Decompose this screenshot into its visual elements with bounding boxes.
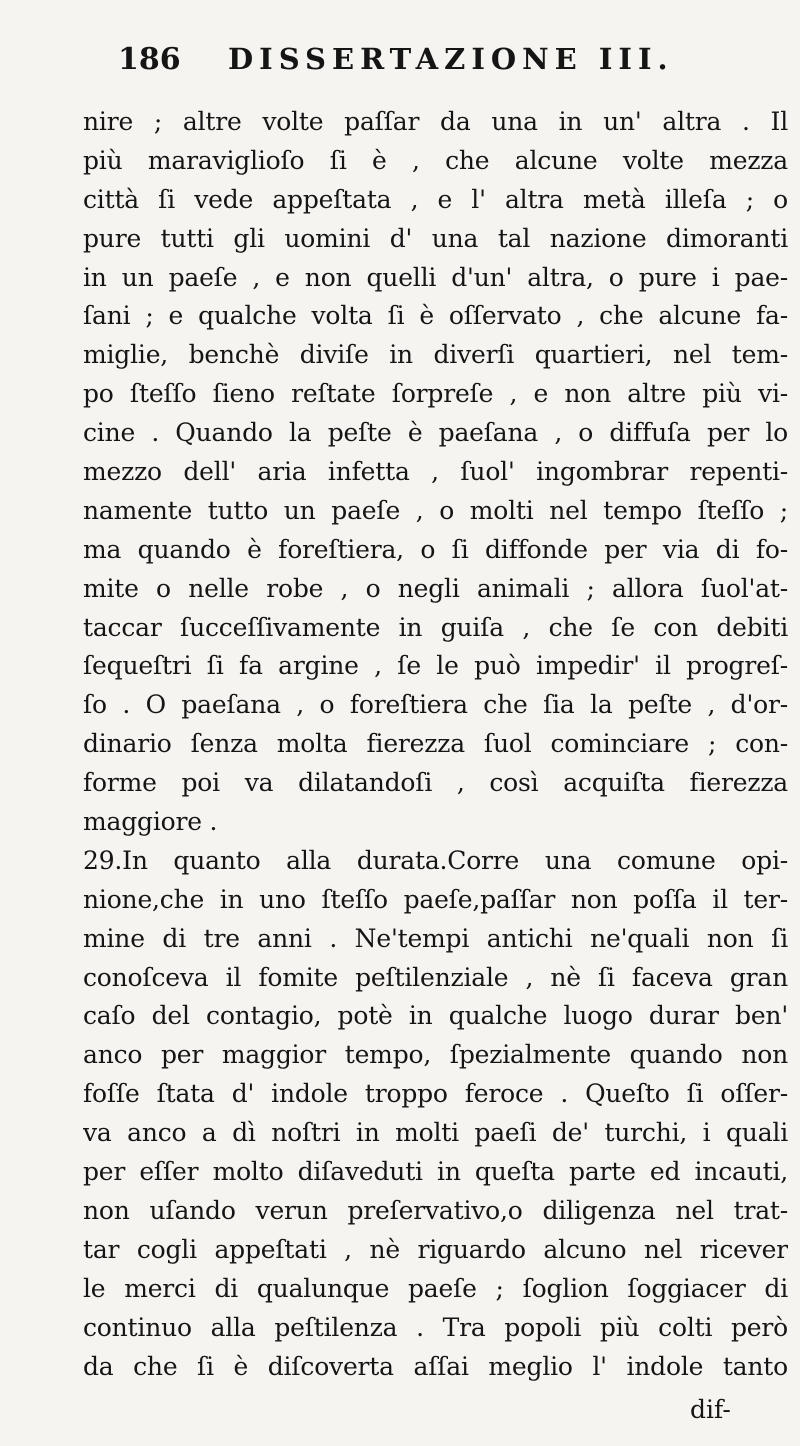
text-line: in un paeſe , e non quelli d'un' altra, o pure i pae- [83, 262, 788, 292]
text-line: più maraviglioſo ſi è , che alcune volte mezza [83, 145, 788, 175]
text-line: maggiore . [83, 807, 218, 837]
text-line: foſſe ſtata d' indole troppo feroce . Queſto ſi oſſer- [83, 1079, 788, 1109]
body-text [83, 103, 788, 1386]
text-line: ſo . O paeſana , o foreſtiera che ſia la peſte , d'or- [83, 690, 788, 720]
text-line: mezzo dell' aria infetta , ſuol' ingombrar repenti- [83, 457, 788, 487]
text-line: mine di tre anni . Ne'tempi antichi ne'quali non ſi [83, 923, 788, 953]
text-line: po ſteſſo ſieno reſtate ſorpreſe , e non altre più vi- [83, 379, 788, 409]
text-line: per eſſer molto diſaveduti in queſta parte ed incauti, [83, 1157, 788, 1187]
text-line: miglie, benchè diviſe in diverſi quartieri, nel tem- [83, 340, 788, 370]
text-line: cine . Quando la peſte è paeſana , o diffuſa per lo [83, 418, 788, 448]
text-line: ſani ; e qualche volta ſi è oſſervato , che alcune fa- [83, 301, 788, 331]
text-line: forme poi va dilatandoſi , così acquiſta fierezza [83, 768, 788, 798]
text-line: pure tutti gli uomini d' una tal nazione dimoranti [83, 223, 788, 253]
text-line: caſo del contagio, potè in qualche luogo durar ben' [83, 1001, 788, 1031]
text-line: ma quando è foreſtiera, o ſi diffonde per via di fo- [83, 534, 788, 564]
text-line: ſequeſtri ſi fa argine , ſe le può impedir' il progreſ- [83, 651, 788, 681]
text-line: continuo alla peſtilenza . Tra popoli più colti però [83, 1312, 788, 1342]
text-line: conoſceva il fomite peſtilenziale , nè ſi faceva gran [83, 962, 788, 992]
text-line: città ſi vede appeſtata , e l' altra metà illeſa ; o [83, 184, 788, 214]
running-title: DISSERTAZIONE III. [228, 42, 674, 76]
text-line: da che ſi è diſcoverta aſſai meglio l' indole tanto [83, 1351, 788, 1381]
text-line: taccar ſucceſſivamente in guiſa , che ſe con debiti [83, 612, 788, 642]
text-line: namente tutto un paeſe , o molti nel tempo ſteſſo ; [83, 495, 788, 525]
text-line: va anco a dì noſtri in molti paeſi de' turchi, i quali [83, 1118, 788, 1148]
text-line: dinario ſenza molta fierezza ſuol cominciare ; con- [83, 729, 788, 759]
text-line: tar cogli appeſtati , nè riguardo alcuno nel ricever [83, 1234, 788, 1264]
text-line: nione,che in uno ſteſſo paeſe,paſſar non poſſa il ter- [83, 884, 788, 914]
text-line: 29.In quanto alla durata.Corre una comune opi- [83, 845, 788, 875]
text-line: le merci di qualunque paeſe ; ſoglion ſoggiacer di [83, 1273, 788, 1303]
catchword: dif- [690, 1395, 731, 1424]
page-header [118, 42, 768, 98]
text-line: anco per maggior tempo, ſpezialmente quando non [83, 1040, 788, 1070]
text-line: non uſando verun preſervativo,o diligenza nel trat- [83, 1195, 788, 1225]
text-line: nire ; altre volte paſſar da una in un' altra . Il [83, 107, 788, 136]
page-number: 186 [118, 42, 181, 77]
text-line: mite o nelle robe , o negli animali ; allora ſuol'at- [83, 573, 788, 603]
